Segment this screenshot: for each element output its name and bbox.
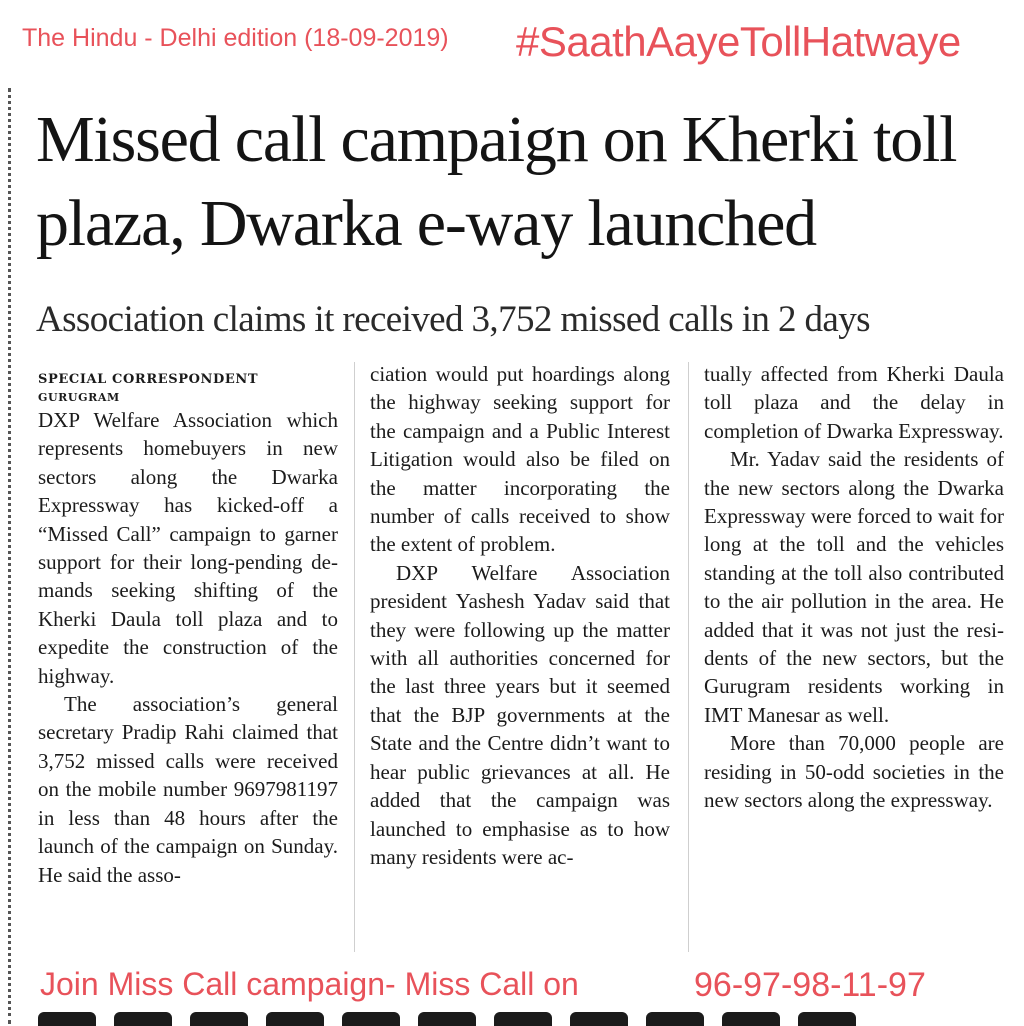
source-label: The Hindu - Delhi edition (18-09-2019) xyxy=(22,24,449,52)
article-column-3 xyxy=(704,360,1004,815)
dateline: GURUGRAM xyxy=(38,391,120,404)
campaign-hashtag: #SaathAayeTollHatwaye xyxy=(516,18,961,65)
paragraph: DXP Welfare Association president Yashesh Yadav said that they were following up the matter with all authorities concerned for the last three years but it seemed that the BJP governments at the State and the Centre didn’t want to hear public grievances at all. He added that the campaign was launched to emphasise as to how many residents were ac- xyxy=(370,560,670,869)
paragraph: More than 70,000 people are residing in 50-odd societies in the new sectors along the expressway. xyxy=(704,731,1004,813)
paragraph: tually affected from Kherki Daula toll plaza and the delay in completion of Dwarka Expressway. xyxy=(704,362,1004,443)
call-to-action-text: Join Miss Call campaign- Miss Call on xyxy=(40,966,579,1002)
margin-dotted-rule xyxy=(8,88,11,1024)
paragraph: DXP Welfare Association which represents homebuyers in new sectors along the Dwarka Expressway has kicked-off a “Missed Call” campaign to garner support for their long-pending demands seeking shifting of the Kherki Daula toll plaza and to expedite the construction of the highway. xyxy=(38,408,338,688)
paragraph: ciation would put hoardings along the highway seeking support for the campaign and a Public Interest Litigation would also be filed on the matter incorporating the number of calls received to show the extent of problem. xyxy=(370,362,670,557)
article-headline: Missed call campaign on Kherki toll plaza, Dwarka e-way launched xyxy=(36,103,957,260)
column-divider xyxy=(688,362,689,952)
byline: SPECIAL CORRESPONDENT xyxy=(38,372,259,387)
article-subhead: Association claims it received 3,752 missed calls in 2 days xyxy=(36,299,870,340)
article-column-1 xyxy=(38,360,338,889)
column-divider xyxy=(354,362,355,952)
call-to-action-number: 96-97-98-11-97 xyxy=(694,966,926,1004)
article-column-2 xyxy=(370,360,670,871)
paragraph: The association’s general secretary Pradip Rahi claimed that 3,752 missed calls were received on the mobile number 9697981197 in less than 48 hours after the launch of the campaign on Sunday. He said the asso- xyxy=(38,692,338,887)
paragraph: Mr. Yadav said the residents of the new sectors along the Dwarka Expressway were forced to wait for long at the toll and the vehicles standing at the toll also contributed to the air pollution in the area. He added that it was not just the residents of the new sectors, but the Gurugram residents working in IMT Manesar as well. xyxy=(704,447,1004,727)
